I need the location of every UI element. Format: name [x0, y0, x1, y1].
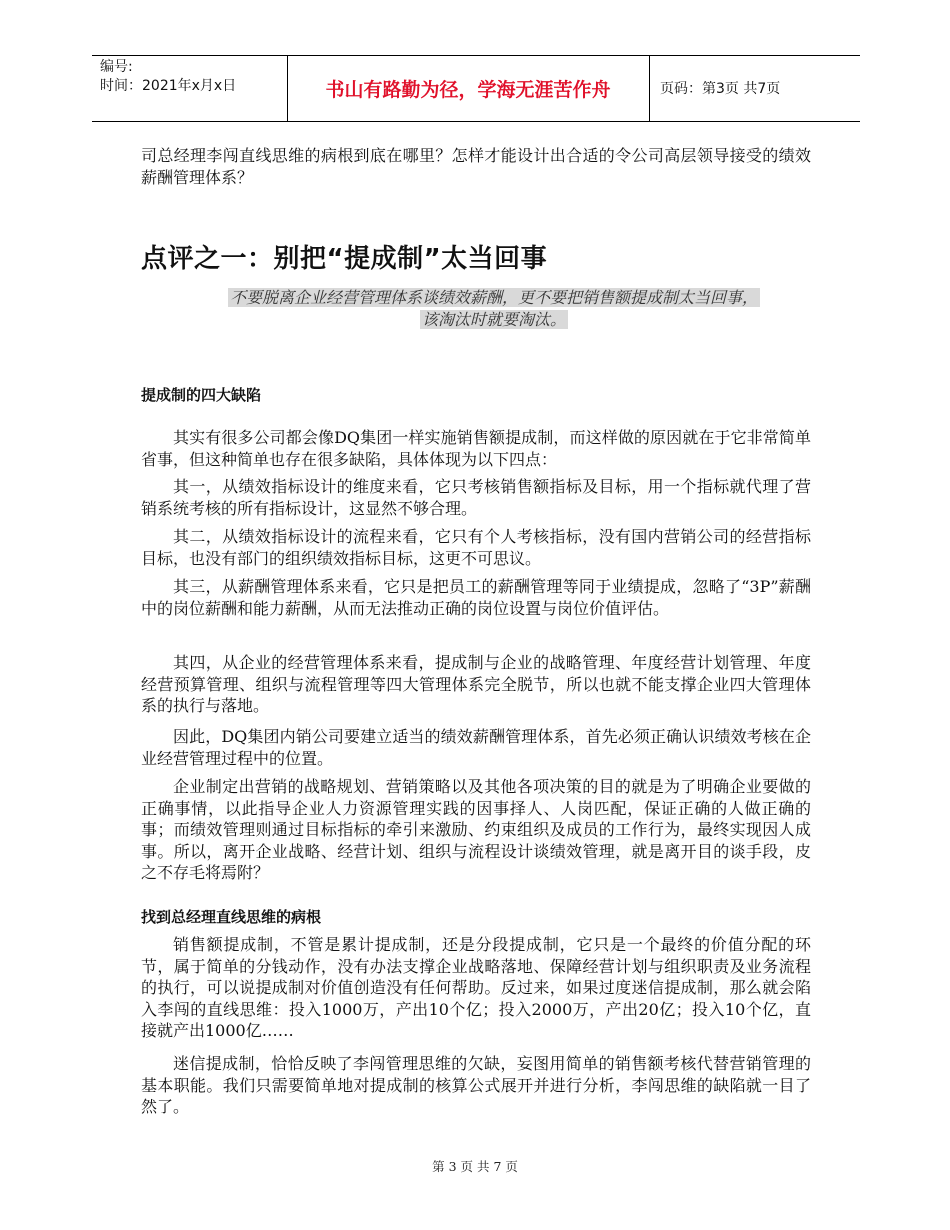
intro-paragraph: 司总经理李闯直线思维的病根到底在哪里？怎样才能设计出合适的令公司高层领导接受的绩效薪酬管理体系？	[141, 146, 811, 187]
body-paragraph: 其三，从薪酬管理体系来看，它只是把员工的薪酬管理等同于业绩提成，忽略了“3P”薪酬中的岗位薪酬和能力薪酬，从而无法推动正确的岗位设置与岗位价值评估。	[141, 577, 811, 618]
subsection-title-defects: 提成制的四大缺陷	[141, 386, 262, 404]
page-footer: 第 3 页 共 7 页	[432, 1159, 518, 1174]
body-paragraph: 其实有很多公司都会像DQ集团一样实施销售额提成制，而这样做的原因就在于它非常简单省事，但这种简单也存在很多缺陷，具体体现为以下四点：	[141, 428, 811, 469]
body-paragraph: 迷信提成制，恰恰反映了李闯管理思维的欠缺，妄图用简单的销售额考核代替营销管理的基本职能。我们只需要简单地对提成制的核算公式展开并进行分析，李闯思维的缺陷就一目了然了。	[141, 1054, 811, 1116]
section-title: 点评之一：别把“提成制”太当回事	[141, 244, 548, 274]
body-paragraph: 其一，从绩效指标设计的维度来看，它只考核销售额指标及目标，用一个指标就代理了营销系统考核的所有指标设计，这显然不够合理。	[141, 477, 811, 518]
header-bottom-rule	[92, 121, 860, 122]
subsection-title-root-cause: 找到总经理直线思维的病根	[141, 908, 322, 926]
body-paragraph: 其四，从企业的经营管理体系来看，提成制与企业的战略管理、年度经营计划管理、年度经营预算管理、组织与流程管理等四大管理体系完全脱节，所以也就不能支撑企业四大管理体系的执行与落地。	[141, 653, 811, 715]
pull-quote	[183, 287, 805, 331]
document-time-label: 时间：2021年x月x日	[100, 78, 237, 94]
pull-quote-line-2: 该淘汰时就要淘汰。	[421, 310, 566, 329]
body-paragraph: 因此，DQ集团内销公司要建立适当的绩效薪酬管理体系，首先必须正确认识绩效考核在企业经营管理过程中的位置。	[141, 727, 811, 768]
header-meta	[100, 58, 236, 96]
body-paragraph: 销售额提成制，不管是累计提成制，还是分段提成制，它只是一个最终的价值分配的环节，属于简单的分钱动作，没有办法支撑企业战略落地、保障经营计划与组织职责及业务流程的执行，可以说提成制对价值创造没有任何帮助。反过来，如果过度迷信提成制，那么就会陷入李闯的直线思维：投入1000万，产出10个亿；投入2000万，产出20亿；投入10个亿，直接就产出1000亿……	[141, 935, 811, 1040]
document-number-label: 编号:	[100, 59, 133, 75]
body-paragraph: 企业制定出营销的战略规划、营销策略以及其他各项决策的目的就是为了明确企业要做的正确事情，以此指导企业人力资源管理实践的因事择人、人岗匹配，保证正确的人做正确的事；而绩效管理则通过目标指标的牵引来激励、约束组织及成员的工作行为，最终实现因人成事。所以，离开企业战略、经营计划、组织与流程设计谈绩效管理，就是离开目的谈手段，皮之不存毛将焉附？	[141, 777, 811, 882]
pull-quote-line-1: 不要脱离企业经营管理体系谈绩效薪酬，更不要把销售额提成制太当回事，	[229, 288, 758, 307]
header-slogan: 书山有路勤为径，学海无涯苦作舟	[325, 78, 611, 101]
header-page-info: 页码：第3页 共7页	[660, 81, 781, 97]
header-divider-right	[649, 55, 650, 121]
body-paragraph: 其二，从绩效指标设计的流程来看，它只有个人考核指标，没有国内营销公司的经营指标目标，也没有部门的组织绩效指标目标，这更不可思议。	[141, 527, 811, 568]
